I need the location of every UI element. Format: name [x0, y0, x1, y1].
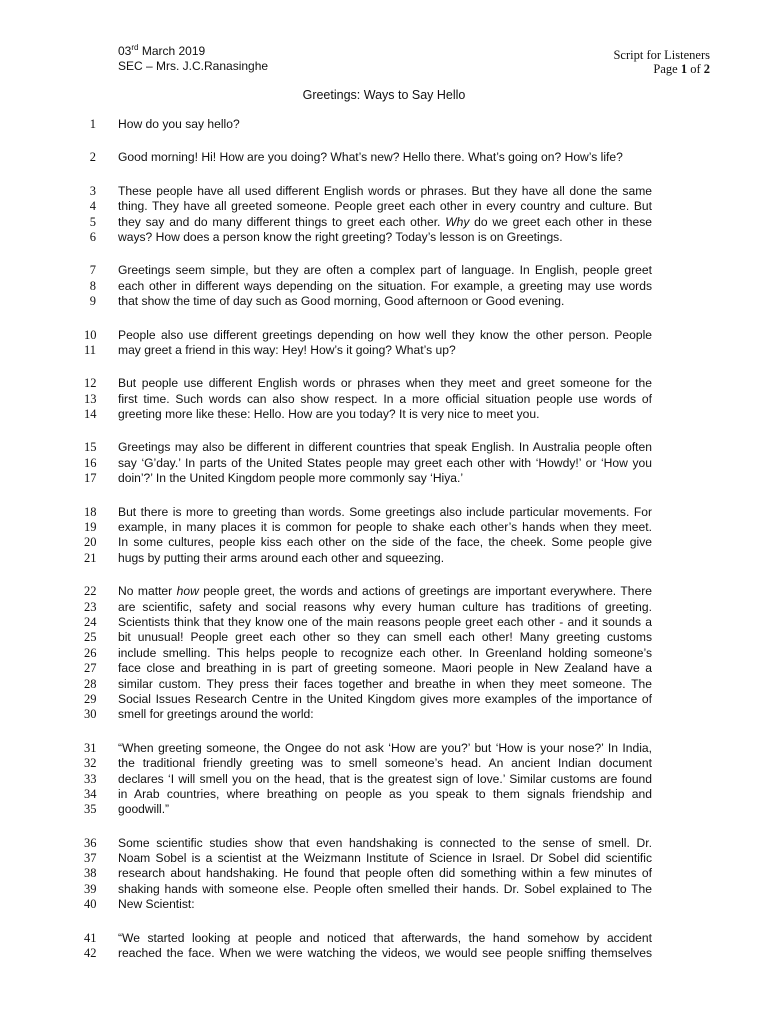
line-number: 9: [89, 294, 96, 309]
text-segment: smell for greetings around the world:: [118, 707, 314, 722]
text-segment: face close and breathing in is part of greeting someone. Maori people in New Zealand have a: [118, 661, 652, 676]
paragraph: [84, 836, 652, 913]
line-number: 26: [84, 645, 97, 660]
line-text: [118, 756, 652, 771]
line-text: [118, 263, 652, 278]
script-label: Script for Listeners: [613, 48, 710, 62]
text-line: [84, 802, 652, 817]
text-segment: the traditional friendly greeting was to smell someone’s head. An ancient Indian document: [118, 756, 652, 771]
page-indicator: Page 1 of 2: [653, 62, 710, 76]
text-segment: they say and do many different things to greet each other.: [118, 214, 446, 229]
date-ordinal-suffix: rd: [131, 43, 139, 52]
line-text: [118, 328, 652, 343]
text-line: [84, 471, 652, 486]
line-number: 5: [89, 214, 96, 229]
text-segment: Good morning! Hi! How are you doing? What’s new? Hello there. What’s going on? How’s life?: [118, 150, 623, 165]
line-number: 13: [84, 391, 97, 406]
header-date: 03rd March 2019: [118, 43, 206, 58]
line-number: 4: [89, 199, 96, 214]
text-segment: do we greet each other in these: [469, 214, 652, 229]
line-text: [118, 802, 652, 817]
line-number: 16: [84, 455, 97, 470]
text-line: [84, 741, 652, 756]
text-segment: in Arab countries, where breathing on people as you speak to them signals friendship and: [118, 786, 652, 801]
line-text: [118, 279, 652, 294]
text-segment: Greetings may also be different in different countries that speak English. In Australia people often: [118, 440, 652, 455]
document-title: Greetings: Ways to Say Hello: [302, 88, 466, 102]
text-line: [84, 851, 652, 866]
line-text: [118, 520, 652, 535]
text-line: [84, 376, 652, 391]
text-segment: similar custom. They press their faces together and breathe in when they meet someone. The: [118, 676, 652, 691]
line-text: [118, 851, 652, 866]
line-text: [118, 150, 652, 165]
text-segment: Social Issues Research Centre in the United Kingdom gives more examples of the importance of: [118, 691, 652, 706]
text-line: [84, 535, 652, 550]
text-segment: people greet, the words and actions of greetings are important everywhere. There: [198, 584, 652, 599]
line-text: [118, 787, 652, 802]
line-number: 36: [84, 835, 97, 850]
text-line: [84, 931, 652, 946]
text-line: [84, 630, 652, 645]
text-segment: How do you say hello?: [118, 117, 240, 131]
line-number: 32: [84, 756, 97, 771]
paragraph: [84, 931, 652, 962]
text-line: [84, 456, 652, 471]
line-text: [118, 456, 652, 471]
line-number: 29: [84, 691, 97, 706]
line-text: [118, 343, 652, 358]
text-segment: But there is more to greeting than words. Some greetings also include particular movements. For: [118, 504, 652, 519]
text-segment: bit unusual! People greet each other so they can smell each other! Many greeting customs: [118, 630, 652, 645]
line-number: 42: [84, 946, 97, 961]
line-number: 21: [84, 550, 97, 565]
text-line: [84, 615, 652, 630]
line-text: [118, 946, 652, 961]
text-segment: Scientists think that they know one of the main reasons people greet each other - and it sounds a: [118, 614, 652, 629]
text-line: [84, 505, 652, 520]
text-segment: thing. They have all greeted someone. People greet each other in every country and culture. But: [118, 199, 652, 214]
page-total: 2: [703, 62, 710, 76]
text-segment: may greet a friend in this way: Hey! How’s it going? What’s up?: [118, 342, 456, 357]
text-line: [84, 787, 652, 802]
line-number: 23: [84, 599, 97, 614]
paragraph: [84, 440, 652, 486]
line-text: [118, 600, 652, 615]
line-number: 7: [89, 263, 96, 278]
paragraph: [84, 376, 652, 422]
line-text: [118, 866, 652, 881]
line-number: 11: [84, 342, 97, 357]
line-text: [118, 440, 652, 455]
text-segment: No matter: [118, 584, 177, 599]
text-line: [84, 440, 652, 455]
line-number: 31: [84, 740, 97, 755]
line-number: 39: [84, 881, 97, 896]
text-segment: ways? How does a person know the right greeting? Today’s lesson is on Greetings.: [118, 229, 563, 244]
line-number: 24: [84, 614, 97, 629]
text-segment: Noam Sobel is a scientist at the Weizmann Institute of Science in Israel. Dr Sobel did scientific: [118, 851, 652, 866]
emphasis-text: how: [176, 584, 199, 599]
line-number: 1: [89, 117, 96, 131]
line-number: 10: [84, 327, 97, 342]
text-segment: People also use different greetings depending on how well they know the other person. People: [118, 327, 652, 342]
text-line: [84, 600, 652, 615]
text-segment: In some cultures, people kiss each other on the side of the face, the cheek. Some people give: [118, 535, 652, 550]
line-text: [118, 630, 652, 645]
document-body: [84, 117, 652, 979]
text-segment: each other in different ways depending on the situation. For example, a greeting may use words: [118, 278, 652, 293]
line-text: [118, 117, 652, 132]
text-segment: Greetings seem simple, but they are often a complex part of language. In English, people greet: [118, 263, 652, 278]
text-segment: include smelling. This helps people to recognize each other. In Greenland holding someone’s: [118, 645, 652, 660]
text-line: [84, 882, 652, 897]
text-line: [84, 294, 652, 309]
text-line: [84, 328, 652, 343]
text-line: [84, 646, 652, 661]
text-line: [84, 756, 652, 771]
line-text: [118, 471, 652, 486]
text-line: [84, 150, 652, 165]
line-number: 17: [84, 471, 97, 486]
line-number: 40: [84, 897, 97, 912]
line-number: 20: [84, 535, 97, 550]
text-segment: declares ‘I will smell you on the head, that is the greatest sign of love.’ Similar customs are found: [118, 771, 652, 786]
text-segment: doin’?’ In the United Kingdom people more commonly say ‘Hiya.’: [118, 471, 464, 486]
line-number: 8: [89, 278, 96, 293]
line-text: [118, 215, 652, 230]
text-line: [84, 661, 652, 676]
line-text: [118, 505, 652, 520]
line-text: [118, 584, 652, 599]
text-line: [84, 520, 652, 535]
text-line: [84, 199, 652, 214]
text-segment: hugs by putting their arms around each other and squeezing.: [118, 550, 445, 565]
line-text: [118, 615, 652, 630]
line-number: 34: [84, 786, 97, 801]
line-text: [118, 882, 652, 897]
line-number: 2: [89, 150, 96, 165]
text-line: [84, 584, 652, 599]
line-text: [118, 741, 652, 756]
line-text: [118, 646, 652, 661]
text-segment: greeting more like these: Hello. How are you today? It is very nice to meet you.: [118, 407, 540, 422]
line-number: 41: [84, 930, 97, 945]
text-line: [84, 279, 652, 294]
line-text: [118, 407, 652, 422]
line-text: [118, 707, 652, 722]
text-line: [84, 692, 652, 707]
paragraph: [84, 328, 652, 359]
text-line: [84, 215, 652, 230]
text-segment: Some scientific studies show that even handshaking is connected to the sense of smell. Dr.: [118, 835, 652, 850]
text-segment: These people have all used different English words or phrases. But they have all done the same: [118, 183, 652, 198]
line-text: [118, 376, 652, 391]
text-line: [84, 836, 652, 851]
text-segment: first time. Such words can also show respect. In a more official situation people use words of: [118, 391, 652, 406]
line-number: 30: [84, 707, 97, 722]
text-segment: example, in many places it is common for people to shake each other’s hands when they meet.: [118, 520, 652, 535]
text-line: [84, 392, 652, 407]
line-text: [118, 535, 652, 550]
line-text: [118, 392, 652, 407]
text-segment: But people use different English words or phrases when they meet and greet someone for the: [118, 376, 652, 391]
text-line: [84, 184, 652, 199]
line-number: 15: [84, 440, 97, 455]
line-text: [118, 931, 652, 946]
line-text: [118, 184, 652, 199]
paragraph: [84, 117, 652, 132]
line-number: 3: [89, 183, 96, 198]
paragraph: [84, 184, 652, 246]
text-line: [84, 407, 652, 422]
text-segment: goodwill.”: [118, 802, 170, 817]
text-line: [84, 117, 652, 132]
line-text: [118, 551, 652, 566]
line-text: [118, 199, 652, 214]
line-text: [118, 230, 652, 245]
header-author: SEC – Mrs. J.C.Ranasinghe: [118, 59, 269, 73]
text-segment: “We started looking at people and noticed that afterwards, the hand somehow by accident: [118, 930, 652, 945]
line-number: 35: [84, 802, 97, 817]
text-line: [84, 230, 652, 245]
text-line: [84, 897, 652, 912]
line-number: 37: [84, 851, 97, 866]
text-line: [84, 946, 652, 961]
paragraph: [84, 584, 652, 723]
text-segment: shaking hands with someone else. People often smelled their hands. Dr. Sobel explained to The: [118, 881, 652, 896]
text-line: [84, 263, 652, 278]
text-line: [84, 866, 652, 881]
line-number: 28: [84, 676, 97, 691]
text-segment: research about handshaking. He found that people often did something within a few minutes of: [118, 866, 652, 881]
line-number: 38: [84, 866, 97, 881]
page-current: 1: [680, 62, 688, 76]
line-text: [118, 677, 652, 692]
text-segment: New Scientist:: [118, 897, 195, 912]
header-left: [118, 44, 268, 74]
text-segment: say ‘G’day.’ In parts of the United States people may greet each other with ‘Howdy!’ or ‘How you: [118, 455, 652, 470]
line-number: 14: [84, 407, 97, 422]
text-line: [84, 551, 652, 566]
text-segment: that show the time of day such as Good morning, Good afternoon or Good evening.: [118, 294, 565, 309]
line-number: 6: [89, 229, 96, 244]
text-line: [84, 772, 652, 787]
line-text: [118, 772, 652, 787]
text-line: [84, 677, 652, 692]
line-number: 33: [84, 771, 97, 786]
text-line: [84, 707, 652, 722]
line-number: 18: [84, 504, 97, 519]
text-segment: are scientific, safety and social reasons why every human culture has traditions of greeting.: [118, 599, 652, 614]
text-line: [84, 343, 652, 358]
header-right: [613, 48, 710, 76]
text-segment: “When greeting someone, the Ongee do not ask ‘How are you?’ but ‘How is your nose?’ In India,: [118, 740, 652, 755]
line-number: 27: [84, 661, 97, 676]
text-segment: reached the face. When we were watching the videos, we would see people sniffing themselves: [118, 946, 652, 961]
paragraph: [84, 741, 652, 818]
line-text: [118, 897, 652, 912]
line-text: [118, 294, 652, 309]
line-number: 25: [84, 630, 97, 645]
line-text: [118, 661, 652, 676]
emphasis-text: Why: [445, 214, 470, 229]
line-text: [118, 836, 652, 851]
paragraph: [84, 505, 652, 567]
line-number: 19: [84, 520, 97, 535]
line-text: [118, 692, 652, 707]
line-number: 12: [84, 376, 97, 391]
paragraph: [84, 263, 652, 309]
line-number: 22: [84, 584, 97, 599]
paragraph: [84, 150, 652, 165]
